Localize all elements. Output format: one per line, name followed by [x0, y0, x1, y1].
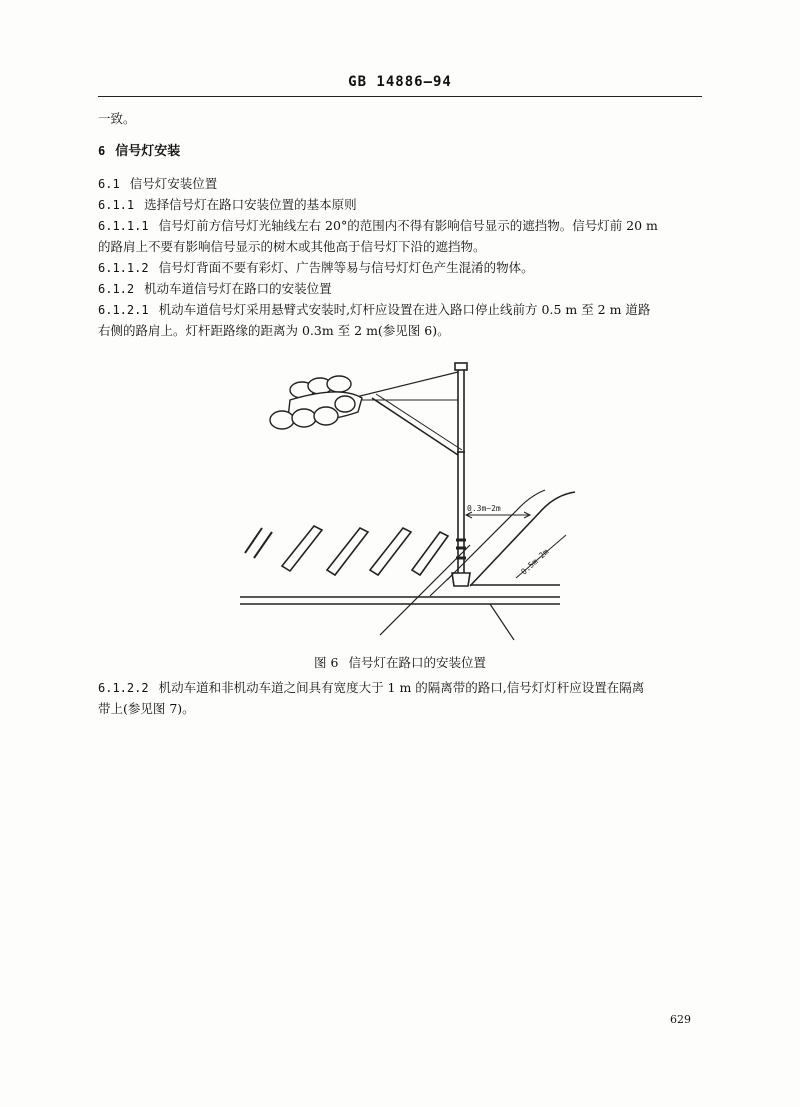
section-6-heading — [98, 141, 708, 162]
clause-6-1-1-2 — [98, 257, 708, 279]
clause-number: 6.1.2.2 — [98, 681, 149, 695]
tie-cable — [352, 372, 458, 398]
clause-number: 6.1.1 — [98, 198, 135, 212]
clause-6-1-2-2-cont: 带上(参见图 7)。 — [98, 701, 195, 716]
lamp-visor — [292, 409, 316, 427]
clause-6-1 — [98, 173, 708, 195]
crosswalk — [245, 526, 448, 575]
clause-6-1-2-1-cont: 右侧的路肩上。灯杆距路缘的距离为 0.3m 至 2 m(参见图 6)。 — [98, 323, 450, 338]
cantilever-arm — [372, 398, 458, 455]
clause-number: 6.1.1.1 — [98, 219, 149, 233]
clause-text: 机动车道信号灯在路口的安装位置 — [144, 281, 332, 296]
clause-6-1-1-1 — [98, 215, 708, 237]
standard-code-header: GB 14886—94 — [348, 74, 452, 90]
clause-text: 选择信号灯在路口安装位置的基本原则 — [144, 197, 357, 212]
figure-caption — [0, 653, 800, 671]
section-title: 信号灯安装 — [115, 144, 181, 159]
section-number: 6 — [98, 144, 106, 158]
clause-text: 机动车道和非机动车道之间具有宽度大于 1 m 的隔离带的路口,信号灯灯杆应设置在隔离 — [158, 680, 645, 695]
clause-text: 信号灯背面不要有彩灯、广告牌等易与信号灯灯色产生混淆的物体。 — [158, 260, 534, 275]
signal-installation-figure — [230, 355, 580, 645]
clause-6-1-1 — [98, 194, 708, 216]
clause-number: 6.1.1.2 — [98, 261, 149, 275]
lamp-visor — [270, 411, 294, 429]
clause-number: 6.1.2 — [98, 282, 135, 296]
clause-text: 信号灯安装位置 — [129, 176, 218, 191]
clause-6-1-1-1-cont: 的路肩上不要有影响信号显示的树木或其他高于信号灯下沿的遮挡物。 — [98, 239, 486, 254]
clause-number: 6.1.2.1 — [98, 303, 149, 317]
figure-title: 信号灯在路口的安装位置 — [348, 655, 486, 670]
lamp-visor — [327, 376, 351, 392]
clause-6-1-2-2 — [98, 677, 708, 699]
clause-text: 信号灯前方信号灯光轴线左右 20°的范围内不得有影响信号显示的遮挡物。信号灯前 20 m — [158, 218, 658, 233]
stopline-distance-label: 0.5m~2m — [519, 547, 551, 577]
curb-distance-label: 0.3m~2m — [467, 504, 501, 513]
continuation-line: 一致。 — [98, 111, 136, 126]
figure-number: 图 6 — [314, 655, 339, 670]
clause-6-1-2-1 — [98, 299, 708, 321]
page-number: 629 — [670, 1013, 691, 1026]
stop-line — [380, 545, 470, 635]
signal-head — [270, 376, 362, 429]
pole-cap — [455, 363, 467, 370]
clause-6-1-2 — [98, 278, 708, 300]
header-rule — [98, 96, 702, 97]
lamp-visor — [314, 407, 338, 425]
clause-text: 机动车道信号灯采用悬臂式安装时,灯杆应设置在进入路口停止线前方 0.5 m 至 2 m 道路 — [158, 302, 651, 317]
pole-base — [452, 573, 470, 586]
clause-number: 6.1 — [98, 177, 120, 191]
